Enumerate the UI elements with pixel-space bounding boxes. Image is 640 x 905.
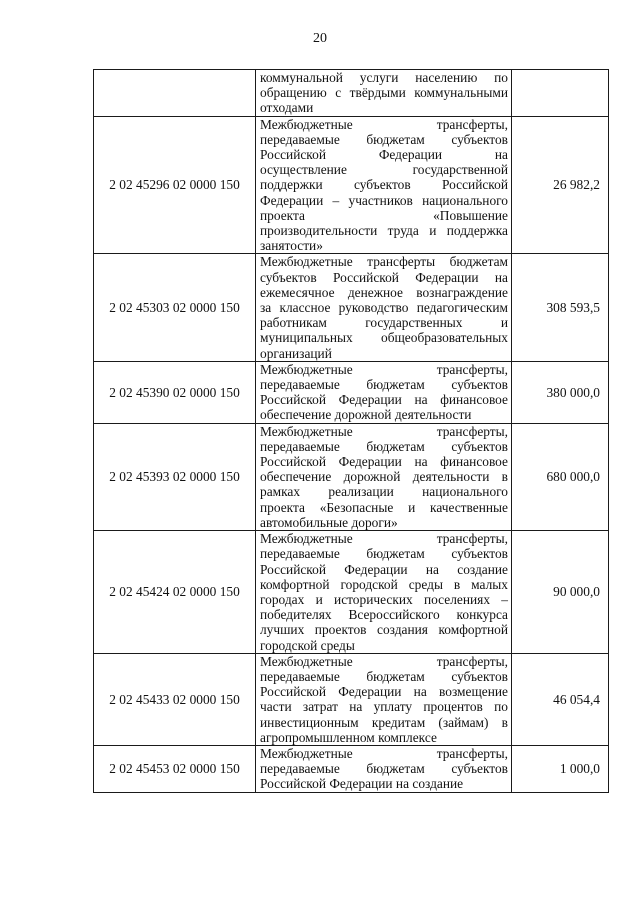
transfer-name-line: за классное руководство педагогическим <box>260 300 508 316</box>
transfer-name-line: занятости» <box>260 238 323 254</box>
budget-code-cell <box>94 70 256 117</box>
table-row <box>94 361 609 423</box>
transfer-name-line: обеспечение дорожной деятельности в <box>260 469 508 485</box>
amount-cell <box>512 70 609 117</box>
transfer-name-line: поддержки субъектов Российской <box>260 177 508 193</box>
transfer-name-line: Межбюджетные трансферты бюджетам <box>260 254 508 270</box>
transfer-name-line: Российской Федерации на <box>260 147 508 163</box>
amount-cell: 308 593,5 <box>512 254 609 361</box>
transfer-name-line: Межбюджетные трансферты, <box>260 423 508 439</box>
transfer-name-line: передаваемые бюджетам субъектов <box>260 131 508 147</box>
amount-cell: 380 000,0 <box>512 361 609 423</box>
transfer-name-line: инвестиционным кредитам (займам) в <box>260 714 508 730</box>
transfer-name-line: Межбюджетные трансферты, <box>260 116 508 132</box>
transfer-name-line: передаваемые бюджетам субъектов <box>260 377 508 393</box>
transfer-name-line: обеспечение дорожной деятельности <box>260 407 472 423</box>
table-row <box>94 116 609 254</box>
transfer-name-line: Межбюджетные трансферты, <box>260 653 508 669</box>
budget-code-cell: 2 02 45433 02 0000 150 <box>94 653 256 745</box>
budget-code-cell: 2 02 45393 02 0000 150 <box>94 423 256 530</box>
transfer-name-line: передаваемые бюджетам субъектов <box>260 761 508 777</box>
transfer-name-line: части затрат на уплату процентов по <box>260 699 508 715</box>
transfer-name-line: производительности труда и поддержка <box>260 223 508 239</box>
transfer-name-cell <box>256 116 512 254</box>
table-row <box>94 70 609 117</box>
transfer-name-cell <box>256 361 512 423</box>
transfer-name-line: Межбюджетные трансферты, <box>260 531 508 547</box>
table-row <box>94 423 609 530</box>
budget-code-cell: 2 02 45390 02 0000 150 <box>94 361 256 423</box>
amount-cell: 90 000,0 <box>512 531 609 654</box>
transfer-name-line: Российской Федерации на финансовое <box>260 454 508 470</box>
transfer-name-line: городах и исторических поселениях – <box>260 591 508 607</box>
transfer-name-line: Российской Федерации на финансовое <box>260 392 508 408</box>
transfer-name-line: Межбюджетные трансферты, <box>260 361 508 377</box>
transfer-name-line: передаваемые бюджетам субъектов <box>260 546 508 562</box>
transfer-name-line: комфортной городской среды в малых <box>260 576 508 592</box>
transfer-name-line: Межбюджетные трансферты, <box>260 745 508 761</box>
table-row <box>94 745 609 792</box>
budget-code-cell: 2 02 45303 02 0000 150 <box>94 254 256 361</box>
budget-code-cell: 2 02 45453 02 0000 150 <box>94 745 256 792</box>
transfer-name-cell <box>256 531 512 654</box>
transfer-name-line: городской среды <box>260 637 355 653</box>
transfer-name-line: осуществление государственной <box>260 162 508 178</box>
transfer-name-line: Российской Федерации на создание <box>260 561 508 577</box>
amount-cell: 26 982,2 <box>512 116 609 254</box>
transfer-name-line: агропромышленном комплексе <box>260 729 437 745</box>
transfer-name-line: ежемесячное денежное вознаграждение <box>260 284 508 300</box>
transfer-name-cell <box>256 70 512 117</box>
transfer-name-line: работникам государственных и <box>260 315 508 331</box>
transfer-name-line: Российской Федерации на возмещение <box>260 684 508 700</box>
amount-cell: 46 054,4 <box>512 653 609 745</box>
budget-code-cell: 2 02 45296 02 0000 150 <box>94 116 256 254</box>
transfer-name-line: Российской Федерации на создание <box>260 776 464 792</box>
transfer-name-cell <box>256 423 512 530</box>
transfer-name-line: проекта «Повышение <box>260 207 508 223</box>
transfer-name-line: рамках реализации национального <box>260 484 508 500</box>
transfer-name-line: отходами <box>260 100 314 116</box>
transfer-name-line: проекта «Безопасные и качественные <box>260 499 508 515</box>
table-body <box>94 70 609 793</box>
transfer-name-line: победителях Всероссийского конкурса <box>260 607 508 623</box>
page-number: 20 <box>313 31 327 46</box>
transfer-name-cell <box>256 254 512 361</box>
transfer-name-line: субъектов Российской Федерации на <box>260 269 508 285</box>
table-row <box>94 531 609 654</box>
transfer-name-line: коммунальной услуги населению по <box>260 70 508 85</box>
table-row <box>94 254 609 361</box>
transfer-name-line: Федерации – участников национального <box>260 192 508 208</box>
table-row <box>94 653 609 745</box>
amount-cell: 1 000,0 <box>512 745 609 792</box>
transfer-name-line: автомобильные дороги» <box>260 514 398 530</box>
transfer-name-line: обращению с твёрдыми коммунальными <box>260 85 508 101</box>
budget-revenue-table <box>93 69 609 793</box>
transfer-name-cell <box>256 745 512 792</box>
budget-code-cell: 2 02 45424 02 0000 150 <box>94 531 256 654</box>
transfer-name-line: организаций <box>260 345 332 361</box>
transfer-name-line: передаваемые бюджетам субъектов <box>260 438 508 454</box>
transfer-name-cell <box>256 653 512 745</box>
amount-cell: 680 000,0 <box>512 423 609 530</box>
transfer-name-line: лучших проектов создания комфортной <box>260 622 508 638</box>
transfer-name-line: передаваемые бюджетам субъектов <box>260 668 508 684</box>
transfer-name-line: муниципальных общеобразовательных <box>260 330 508 346</box>
